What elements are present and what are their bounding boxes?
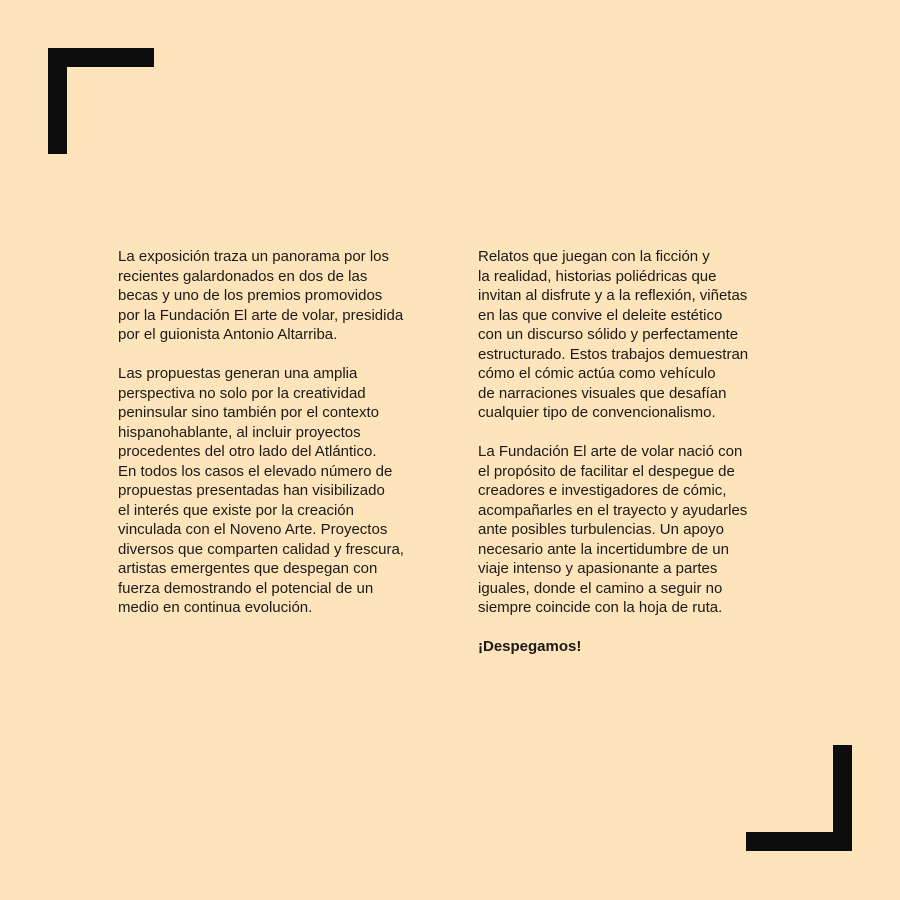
text-line: Relatos que juegan con la ficción y — [478, 248, 710, 265]
text-line: el propósito de facilitar el despegue de — [478, 462, 735, 480]
text-line: medio en continua evolución. — [118, 599, 313, 616]
text-line: con un discurso sólido y perfectamente — [478, 326, 739, 343]
text-line: por la Fundación El arte de volar, presidida — [118, 306, 404, 324]
text-line: el interés que existe por la creación — [118, 501, 354, 519]
corner-bracket-bottom-right — [746, 745, 852, 851]
paragraph-2 — [118, 364, 436, 618]
text-line: ante posibles turbulencias. Un apoyo — [478, 521, 724, 538]
text-line: necesario ante la incertidumbre de un — [478, 540, 729, 558]
corner-bracket-top-left — [48, 48, 154, 154]
text-column-right — [478, 247, 788, 676]
text-line: en las que convive el deleite estético — [478, 306, 723, 324]
text-line: iguales, donde el camino a seguir no — [478, 579, 723, 597]
text-line: artistas emergentes que despegan con — [118, 560, 378, 577]
text-line: propuestas presentadas han visibilizado — [118, 482, 385, 499]
text-line: estructurado. Estos trabajos demuestran — [478, 345, 749, 363]
text-line: invitan al disfrute y a la reflexión, viñetas — [478, 287, 748, 304]
paragraph-3 — [478, 247, 788, 423]
text-line: por el guionista Antonio Altarriba. — [118, 326, 338, 343]
text-line: fuerza demostrando el potencial de un — [118, 579, 374, 597]
text-line: perspectiva no solo por la creatividad — [118, 384, 366, 402]
text-line: Las propuestas generan una amplia — [118, 365, 358, 382]
text-line: cómo el cómic actúa como vehículo — [478, 365, 716, 382]
text-line: La Fundación El arte de volar nació con — [478, 443, 743, 460]
text-line: cualquier tipo de convencionalismo. — [478, 404, 716, 421]
paragraph-4 — [478, 442, 788, 618]
paragraph-1 — [118, 247, 436, 345]
text-line: hispanohablante, al incluir proyectos — [118, 423, 361, 441]
text-line: becas y uno de los premios promovidos — [118, 287, 383, 304]
text-column-left — [118, 247, 436, 637]
text-line: La exposición traza un panorama por los — [118, 248, 389, 265]
text-line: En todos los casos el elevado número de — [118, 462, 393, 480]
text-line: siempre coincide con la hoja de ruta. — [478, 599, 723, 616]
text-line: la realidad, historias poliédricas que — [478, 267, 717, 285]
text-line: vinculada con el Noveno Arte. Proyectos — [118, 521, 388, 538]
text-line: recientes galardonados en dos de las — [118, 267, 368, 285]
text-line: peninsular sino también por el contexto — [118, 404, 379, 421]
text-line: creadores e investigadores de cómic, — [478, 482, 727, 499]
text-line: de narraciones visuales que desafían — [478, 384, 727, 402]
text-line: viaje intenso y apasionante a partes — [478, 560, 718, 577]
closing-exclamation: ¡Despegamos! — [478, 638, 582, 655]
text-line: acompañarles en el trayecto y ayudarles — [478, 501, 748, 519]
text-line: diversos que comparten calidad y frescura, — [118, 540, 404, 558]
text-line: procedentes del otro lado del Atlántico. — [118, 443, 377, 460]
